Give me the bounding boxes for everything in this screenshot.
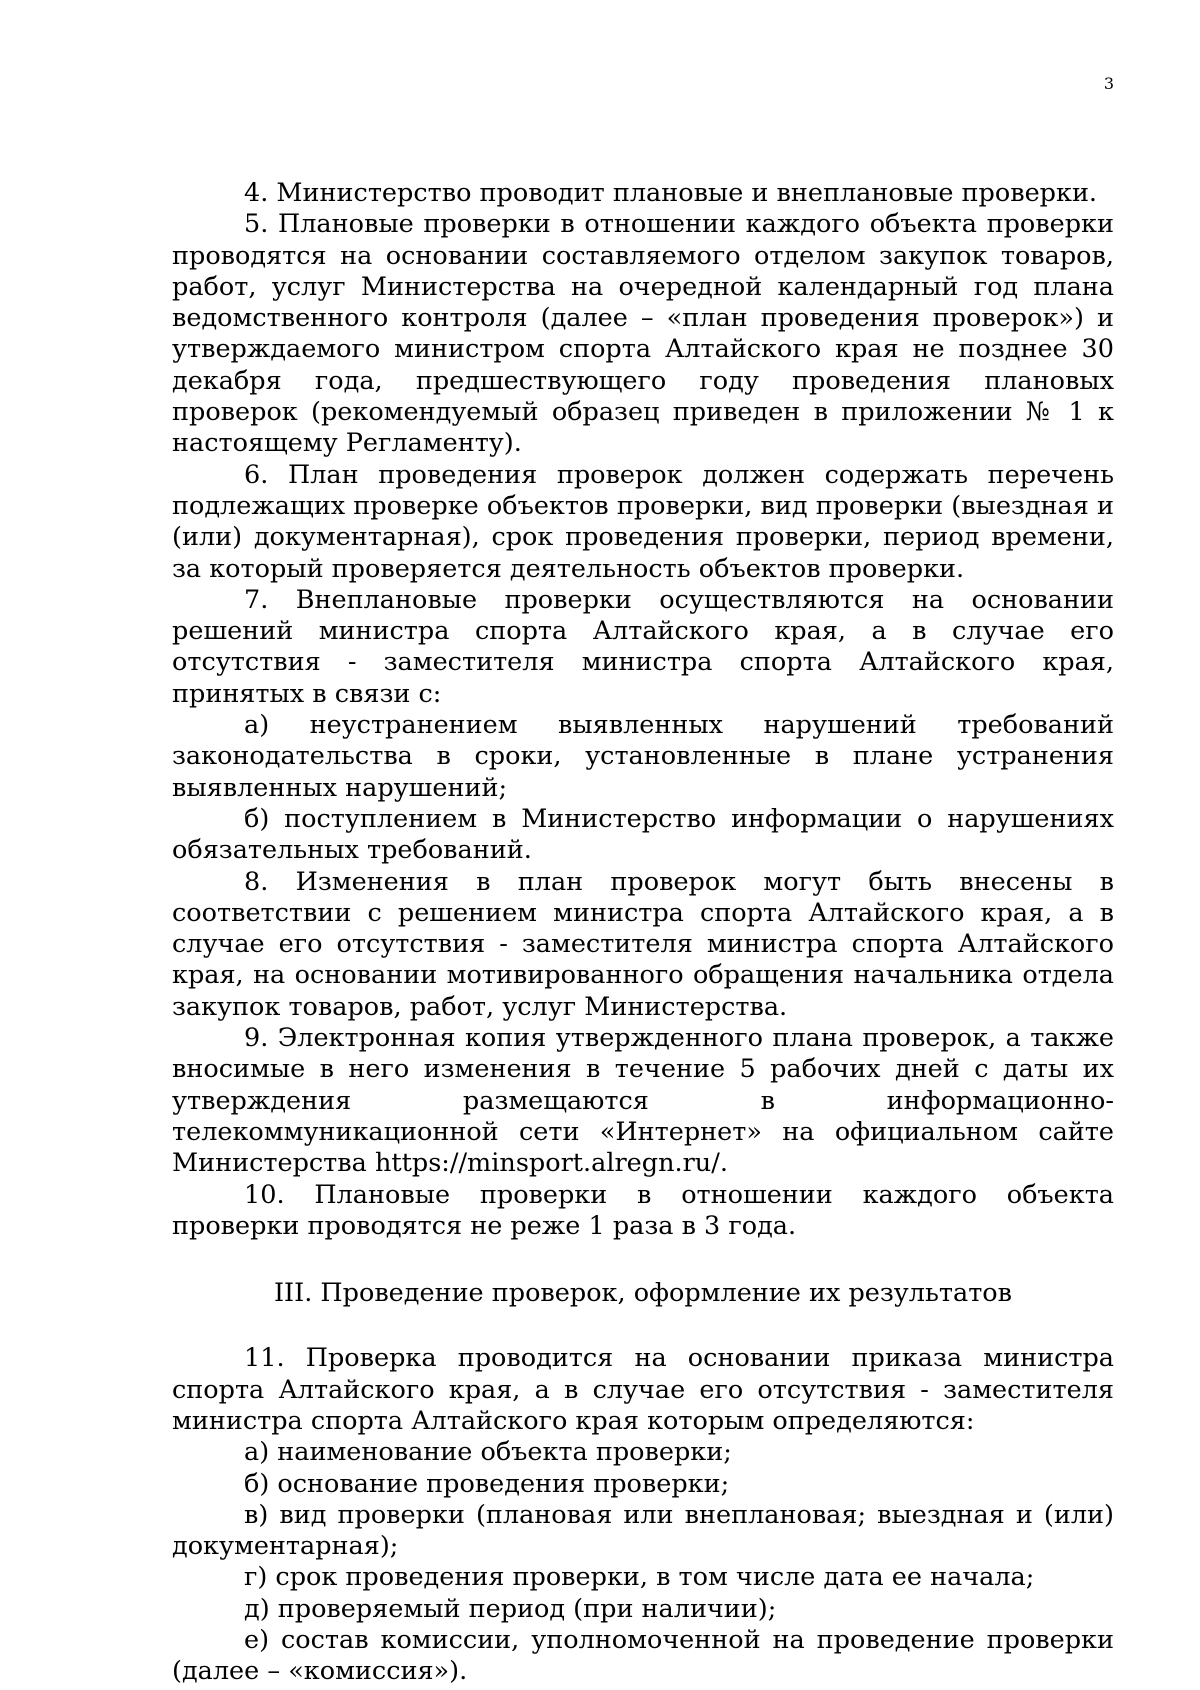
paragraph-11-item-v: в) вид проверки (плановая или внеплановая; выездная и (или) документарная); [172, 1499, 1114, 1562]
paragraph-11: 11. Проверка проводится на основании приказа министра спорта Алтайского края, а в случае его отсутствия - заместителя министра спорта Алтайского края которым определяются: [172, 1343, 1114, 1436]
paragraph-11-item-g: г) срок проведения проверки, в том числе дата ее начала; [244, 1562, 1035, 1593]
paragraph-11-item-d: д) проверяемый период (при наличии); [244, 1593, 777, 1624]
section-heading: III. Проведение проверок, оформление их результатов [273, 1278, 1013, 1309]
paragraph-11-item-a: а) наименование объекта проверки; [244, 1437, 732, 1468]
document-body [172, 178, 1114, 1688]
paragraph-10: 10. Плановые проверки в отношении каждого объекта проверки проводятся не реже 1 раза в 3 года. [172, 1179, 1114, 1241]
paragraph-8: 8. Изменения в план проверок могут быть внесены в соответствии с решением министра спорта Алтайского края, а в случае его отсутствия - заместителя министра спорта Алтайского края, на основании мотивированного обращения начальника отдела закупок товаров, работ, услуг Министерства. [172, 866, 1114, 1022]
paragraph-6: 6. План проведения проверок должен содержать перечень подлежащих проверке объектов проверки, вид проверки (выездная и (или) документарная), срок проведения проверки, период времени, за который проверяется деятельность объектов проверки. [172, 459, 1114, 584]
paragraph-11-item-b: б) основание проведения проверки; [244, 1468, 730, 1499]
paragraph-11-item-e: е) состав комиссии, уполномоченной на проведение проверки (далее – «комиссия»). [172, 1625, 1114, 1687]
paragraph-4: 4. Министерство проводит плановые и внеплановые проверки. [244, 178, 1098, 208]
paragraph-5: 5. Плановые проверки в отношении каждого объекта проверки проводятся на основании составляемого отделом закупок товаров, работ, услуг Министерства на очередной календарный год плана ведомственного контроля (далее – «план проведения проверок») и утверждаемого министром спорта Алтайского края не позднее 30 декабря года, предшествующего году проведения плановых проверок (рекомендуемый образец приведен в приложении № 1 к настоящему Регламенту). [172, 209, 1114, 459]
page-number: 3 [1103, 74, 1114, 93]
paragraph-7-item-a: а) неустранением выявленных нарушений требований законодательства в сроки, установленные в плане устранения выявленных нарушений; [172, 710, 1114, 803]
paragraph-9: 9. Электронная копия утвержденного плана проверок, а также вносимые в него изменения в течение 5 рабочих дней с даты их утверждения размещаются в информационно-телекоммуникационной сети «Интернет» на официальном сайте Министерства https://minsport.alregn.ru/. [172, 1023, 1114, 1179]
paragraph-7-item-b: б) поступлением в Министерство информации о нарушениях обязательных требований. [172, 803, 1114, 866]
paragraph-7: 7. Внеплановые проверки осуществляются на основании решений министра спорта Алтайского края, а в случае его отсутствия - заместителя министра спорта Алтайского края, принятых в связи с: [172, 584, 1114, 709]
